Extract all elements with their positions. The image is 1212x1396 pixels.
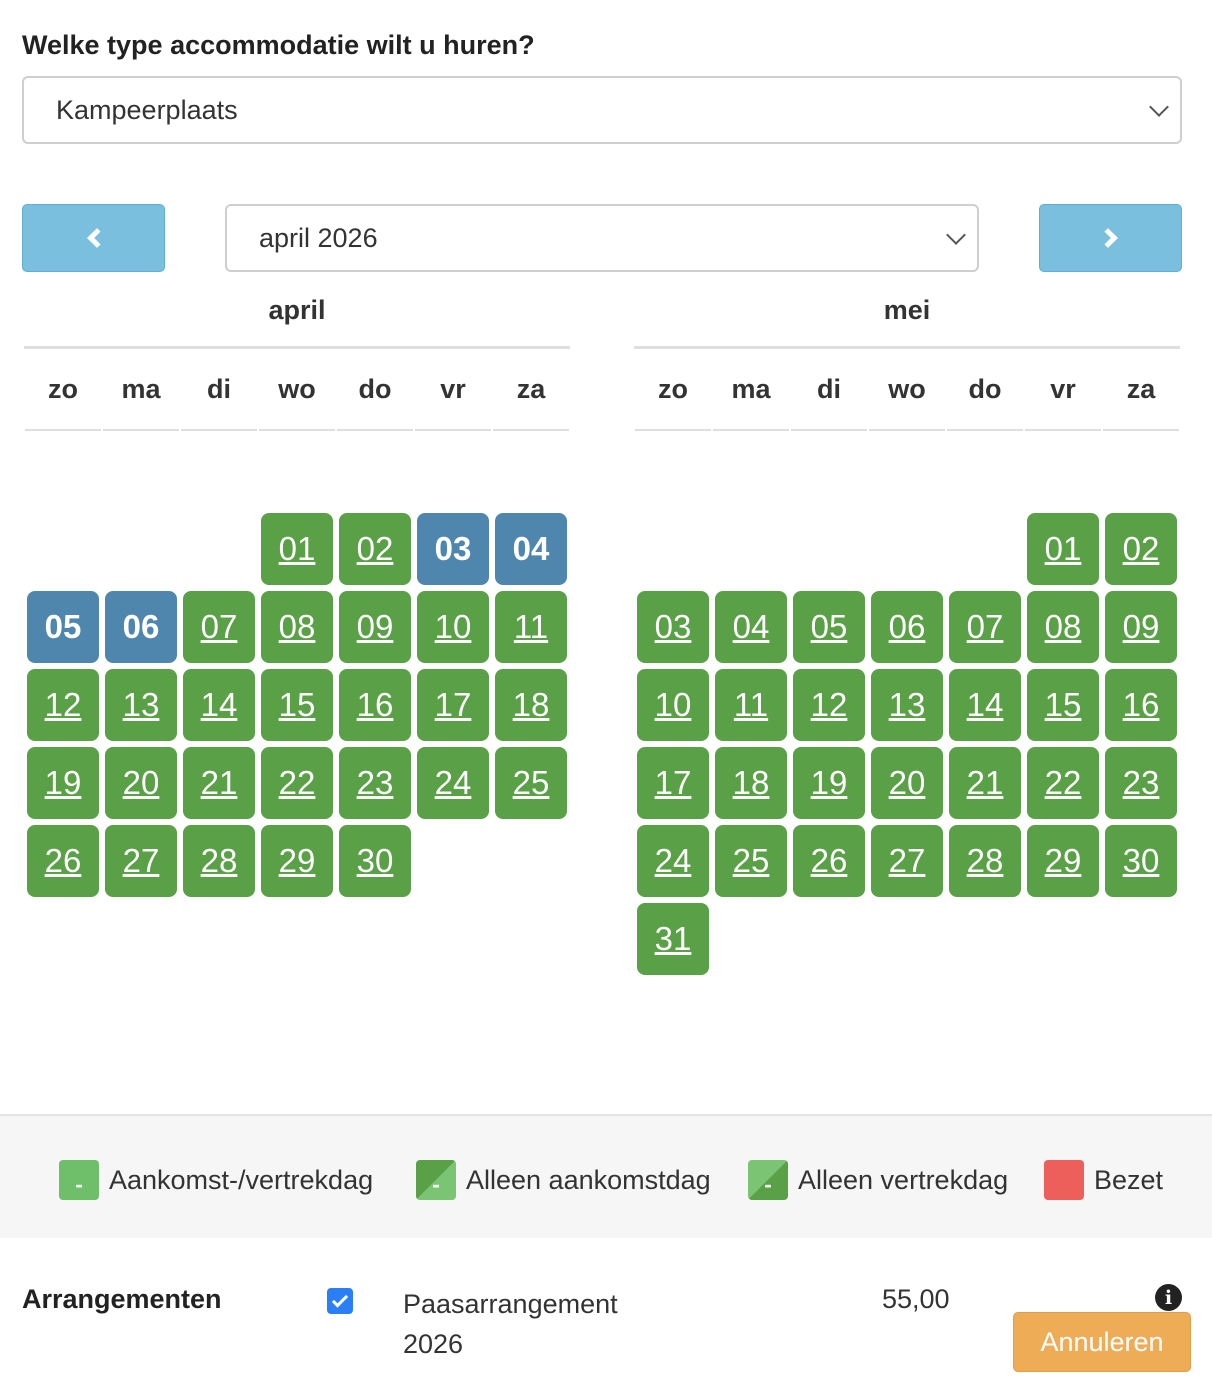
day-button[interactable]: 06 — [105, 591, 177, 663]
day-cell — [634, 744, 712, 822]
month-select[interactable] — [225, 204, 979, 272]
day-button[interactable]: 13 — [105, 669, 177, 741]
day-cell — [414, 666, 492, 744]
day-cell — [1024, 822, 1102, 900]
chevron-right-icon — [1098, 228, 1118, 248]
legend-item-occupied — [1044, 1160, 1163, 1200]
day-button[interactable]: 27 — [871, 825, 943, 897]
legend-label: Aankomst-/vertrekdag — [109, 1164, 374, 1195]
day-cell — [946, 588, 1024, 666]
day-button[interactable]: 01 — [261, 513, 333, 585]
weekday-label: zo — [635, 349, 711, 431]
weekday-label: ma — [103, 349, 179, 431]
day-button[interactable]: 06 — [871, 591, 943, 663]
day-cell — [1024, 510, 1102, 588]
day-cell — [1102, 822, 1180, 900]
day-cell — [258, 822, 336, 900]
day-cell — [102, 822, 180, 900]
day-button[interactable]: 05 — [27, 591, 99, 663]
day-cell — [634, 666, 712, 744]
day-cell — [24, 666, 102, 744]
day-cell — [336, 822, 414, 900]
day-cell — [868, 822, 946, 900]
weekday-label: zo — [25, 349, 101, 431]
day-button[interactable]: 08 — [261, 591, 333, 663]
day-button[interactable]: 01 — [1027, 513, 1099, 585]
day-button[interactable]: 20 — [105, 747, 177, 819]
empty-day-cell — [946, 510, 1024, 588]
day-cell — [790, 822, 868, 900]
day-cell — [180, 666, 258, 744]
day-cell — [414, 588, 492, 666]
month-title: mei — [883, 295, 931, 325]
checkmark-icon — [332, 1291, 348, 1307]
weekday-label: do — [947, 349, 1023, 431]
day-cell — [336, 588, 414, 666]
day-button[interactable]: 30 — [1105, 825, 1177, 897]
weekday-label: vr — [415, 349, 491, 431]
day-button[interactable]: 02 — [339, 513, 411, 585]
day-button[interactable]: 10 — [417, 591, 489, 663]
weekday-header — [634, 346, 1180, 426]
day-button[interactable]: 17 — [417, 669, 489, 741]
day-button[interactable]: 11 — [715, 669, 787, 741]
day-button[interactable]: 29 — [261, 825, 333, 897]
day-cell — [24, 822, 102, 900]
accommodation-type-select[interactable] — [22, 76, 1182, 144]
day-cell — [1024, 666, 1102, 744]
day-button[interactable]: 31 — [637, 903, 709, 975]
day-button[interactable]: 09 — [339, 591, 411, 663]
day-button[interactable]: 04 — [495, 513, 567, 585]
day-cell — [492, 744, 570, 822]
day-button[interactable]: 18 — [715, 747, 787, 819]
day-grid — [634, 510, 1180, 978]
day-cell — [336, 744, 414, 822]
arrangement-name: Paasarrangement 2026 — [403, 1289, 618, 1359]
day-button[interactable]: 09 — [1105, 591, 1177, 663]
day-button[interactable]: 19 — [793, 747, 865, 819]
empty-day-cell — [24, 510, 102, 588]
cancel-button[interactable]: Annuleren — [1013, 1312, 1191, 1372]
day-cell — [414, 744, 492, 822]
legend-label: Alleen aankomstdag — [466, 1164, 711, 1195]
next-month-button[interactable] — [1039, 204, 1182, 272]
previous-month-button[interactable] — [22, 204, 165, 272]
day-button[interactable]: 28 — [183, 825, 255, 897]
legend-swatch-occupied — [1044, 1160, 1084, 1200]
day-button[interactable]: 19 — [27, 747, 99, 819]
weekday-header — [24, 346, 570, 426]
accommodation-question: Welke type accommodatie wilt u huren? — [22, 30, 535, 60]
day-button[interactable]: 16 — [339, 669, 411, 741]
accommodation-type-value: Kampeerplaats — [56, 94, 238, 125]
availability-legend — [0, 1114, 1212, 1238]
month-calendar-may — [634, 290, 1180, 978]
day-button[interactable]: 15 — [261, 669, 333, 741]
info-icon[interactable]: i — [1155, 1284, 1182, 1311]
day-cell — [492, 588, 570, 666]
day-button[interactable]: 24 — [637, 825, 709, 897]
legend-item-departure — [748, 1160, 1008, 1200]
empty-day-cell — [868, 510, 946, 588]
empty-day-cell — [712, 510, 790, 588]
day-cell — [790, 588, 868, 666]
day-cell — [712, 666, 790, 744]
day-cell — [868, 588, 946, 666]
day-button[interactable]: 14 — [949, 669, 1021, 741]
day-button[interactable]: 02 — [1105, 513, 1177, 585]
arrangement-price: 55,00 — [882, 1284, 950, 1314]
day-cell — [712, 822, 790, 900]
day-button[interactable]: 25 — [715, 825, 787, 897]
day-cell — [24, 744, 102, 822]
day-cell — [258, 588, 336, 666]
day-cell — [868, 666, 946, 744]
day-cell — [946, 744, 1024, 822]
day-cell — [492, 510, 570, 588]
day-cell — [1102, 666, 1180, 744]
chevron-down-icon — [946, 225, 966, 245]
chevron-down-icon — [1149, 97, 1169, 117]
day-button[interactable]: 13 — [871, 669, 943, 741]
month-title: april — [268, 295, 326, 325]
day-cell — [414, 510, 492, 588]
weekday-label: ma — [713, 349, 789, 431]
empty-day-cell — [634, 510, 712, 588]
month-select-value: april 2026 — [259, 222, 378, 253]
day-cell — [24, 588, 102, 666]
legend-item-both — [59, 1160, 373, 1200]
day-button[interactable]: 07 — [183, 591, 255, 663]
day-cell — [102, 588, 180, 666]
day-cell — [1024, 744, 1102, 822]
day-cell — [946, 666, 1024, 744]
empty-day-cell — [790, 510, 868, 588]
day-cell — [1102, 510, 1180, 588]
day-cell — [336, 666, 414, 744]
day-button[interactable]: 12 — [27, 669, 99, 741]
day-button[interactable]: 08 — [1027, 591, 1099, 663]
day-cell — [180, 588, 258, 666]
day-button[interactable]: 10 — [637, 669, 709, 741]
day-cell — [1102, 744, 1180, 822]
day-cell — [1024, 588, 1102, 666]
day-cell — [492, 666, 570, 744]
day-button[interactable]: 30 — [339, 825, 411, 897]
day-button[interactable]: 22 — [1027, 747, 1099, 819]
day-cell — [868, 744, 946, 822]
day-cell — [102, 744, 180, 822]
legend-item-arrival — [416, 1160, 711, 1200]
day-cell — [258, 666, 336, 744]
day-cell — [712, 588, 790, 666]
weekday-label: wo — [869, 349, 945, 431]
day-button[interactable]: 21 — [183, 747, 255, 819]
day-cell — [790, 666, 868, 744]
day-button[interactable]: 21 — [949, 747, 1021, 819]
weekday-label: za — [1103, 349, 1179, 431]
day-button[interactable]: 16 — [1105, 669, 1177, 741]
day-cell — [634, 822, 712, 900]
day-button[interactable]: 24 — [417, 747, 489, 819]
day-button[interactable]: 05 — [793, 591, 865, 663]
weekday-label: wo — [259, 349, 335, 431]
day-button[interactable]: 15 — [1027, 669, 1099, 741]
day-button[interactable]: 17 — [637, 747, 709, 819]
day-cell — [180, 744, 258, 822]
legend-swatch-departure: - — [748, 1160, 788, 1200]
chevron-left-icon — [87, 228, 107, 248]
day-cell — [258, 744, 336, 822]
day-cell — [634, 900, 712, 978]
day-cell — [336, 510, 414, 588]
day-button[interactable]: 18 — [495, 669, 567, 741]
arrangement-checkbox[interactable] — [327, 1288, 353, 1314]
day-button[interactable]: 23 — [1105, 747, 1177, 819]
day-cell — [634, 588, 712, 666]
day-button[interactable]: 04 — [715, 591, 787, 663]
day-cell — [946, 822, 1024, 900]
weekday-label: di — [181, 349, 257, 431]
legend-swatch-arrival: - — [416, 1160, 456, 1200]
day-button[interactable]: 26 — [27, 825, 99, 897]
day-cell — [712, 744, 790, 822]
legend-label: Alleen vertrekdag — [798, 1164, 1009, 1195]
day-cell — [180, 822, 258, 900]
weekday-label: za — [493, 349, 569, 431]
day-button[interactable]: 22 — [261, 747, 333, 819]
day-button[interactable]: 26 — [793, 825, 865, 897]
day-button[interactable]: 03 — [637, 591, 709, 663]
empty-day-cell — [102, 510, 180, 588]
month-calendar-april — [24, 290, 570, 900]
day-button[interactable]: 03 — [417, 513, 489, 585]
day-cell — [1102, 588, 1180, 666]
day-button[interactable]: 27 — [105, 825, 177, 897]
day-button[interactable]: 29 — [1027, 825, 1099, 897]
weekday-label: di — [791, 349, 867, 431]
day-button[interactable]: 07 — [949, 591, 1021, 663]
day-button[interactable]: 20 — [871, 747, 943, 819]
day-button[interactable]: 11 — [495, 591, 567, 663]
day-cell — [102, 666, 180, 744]
day-button[interactable]: 25 — [495, 747, 567, 819]
day-button[interactable]: 28 — [949, 825, 1021, 897]
weekday-label: vr — [1025, 349, 1101, 431]
day-grid — [24, 510, 570, 900]
legend-swatch-both: - — [59, 1160, 99, 1200]
day-cell — [258, 510, 336, 588]
legend-label: Bezet — [1094, 1164, 1164, 1195]
day-cell — [790, 744, 868, 822]
empty-day-cell — [180, 510, 258, 588]
arrangements-label: Arrangementen — [22, 1284, 222, 1314]
day-button[interactable]: 14 — [183, 669, 255, 741]
day-button[interactable]: 12 — [793, 669, 865, 741]
weekday-label: do — [337, 349, 413, 431]
day-button[interactable]: 23 — [339, 747, 411, 819]
